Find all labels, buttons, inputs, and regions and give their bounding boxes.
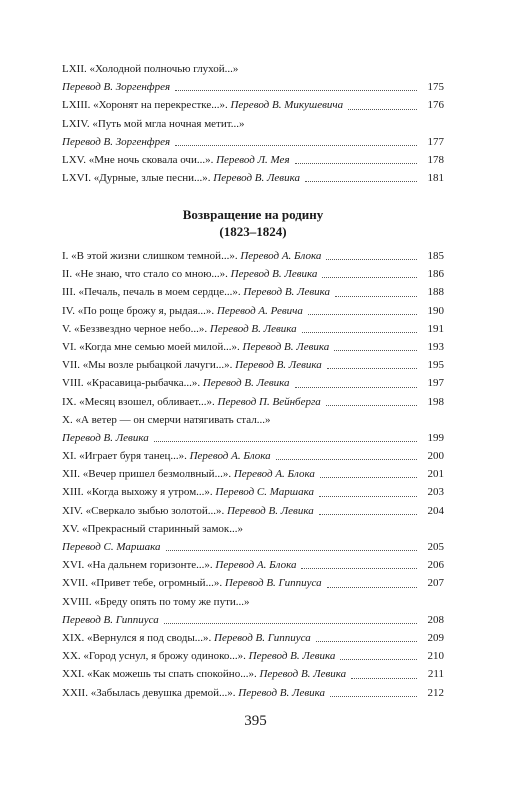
toc-entry-text [62, 393, 321, 411]
toc-line [62, 556, 444, 574]
dot-leader [276, 458, 417, 460]
translator [225, 577, 322, 589]
poem-title: XXII. «Забылась девушка дремой...». [62, 686, 239, 699]
toc-line [62, 611, 444, 629]
page-ref: 211 [427, 668, 444, 681]
translator-name: Перевод В. Левика [248, 650, 336, 663]
toc-entry-text [62, 302, 303, 320]
translator [231, 268, 318, 280]
translator-name: Перевод Л. Мея [216, 153, 290, 166]
page-ref: 177 [427, 135, 444, 148]
dot-leader [175, 144, 417, 146]
toc-line [62, 133, 444, 151]
translator-name: Перевод В. Левика [243, 286, 331, 299]
poem-title: IV. «По роще брожу я, рыдая...». [62, 304, 217, 317]
dot-leader [327, 367, 417, 369]
toc-entry-text [62, 115, 244, 133]
poem-title: II. «Не знаю, что стало со мною...». [62, 268, 231, 281]
translator [62, 81, 170, 93]
toc-line [62, 78, 444, 96]
toc-line [62, 502, 444, 520]
dot-leader [175, 89, 417, 91]
poem-title: XV. «Прекрасный старинный замок...» [62, 522, 243, 535]
toc-line [62, 247, 444, 265]
toc-line [62, 447, 444, 465]
translator [210, 323, 297, 335]
toc-entry-text [62, 684, 325, 702]
toc-entry-text [62, 593, 250, 611]
page-ref: 201 [427, 468, 444, 481]
poem-title: XII. «Вечер пришел безмолвный...». [62, 468, 234, 481]
translator [230, 99, 343, 111]
poem-title: III. «Печаль, печаль в моем сердце...». [62, 286, 244, 299]
toc-entry-text [62, 169, 300, 187]
translator-name: Перевод С. Маршака [62, 541, 161, 553]
toc-entry-text [62, 60, 238, 78]
toc-entry-text [62, 151, 290, 169]
page-ref: 193 [427, 340, 444, 353]
dot-leader [322, 276, 417, 278]
toc-entry-text [62, 429, 149, 447]
toc-entry-text [62, 629, 311, 647]
translator-name: Перевод С. Маршака [215, 486, 314, 499]
translator [190, 450, 271, 462]
toc-entry-text [62, 283, 330, 301]
poem-title: XIX. «Вернулся я под своды...». [62, 631, 215, 644]
translator [243, 341, 330, 353]
page-ref: 200 [427, 450, 444, 463]
poem-title: LXII. «Холодной полночью глухой...» [62, 63, 239, 75]
translator-name: Перевод В. Зоргенфрея [62, 135, 171, 148]
toc-entry-text [62, 265, 317, 283]
translator [259, 668, 346, 680]
toc-entry-text [62, 574, 322, 592]
page-ref: 181 [427, 172, 444, 185]
translator-name: Перевод А. Блока [233, 468, 315, 481]
poem-title: X. «А ветер — он смерчи натягивать стал...» [62, 413, 271, 426]
poem-title: LXIV. «Путь мой мгла ночная метит...» [62, 117, 245, 130]
toc-line [62, 465, 444, 483]
page-ref: 186 [427, 268, 444, 281]
poem-title: VIII. «Красавица-рыбачка...». [62, 377, 203, 390]
page-ref: 203 [427, 486, 444, 499]
page-ref: 185 [427, 250, 444, 262]
toc-line [62, 593, 444, 611]
page-ref: 205 [427, 541, 444, 553]
poem-title: XX. «Город уснул, я брожу одиноко...». [62, 650, 249, 663]
toc-line [62, 629, 444, 647]
dot-leader [316, 640, 417, 642]
poem-title: VII. «Мы возле рыбацкой лачуги...». [62, 359, 236, 372]
toc-block-lxii-lxvi [62, 60, 444, 187]
toc-entry-text [62, 78, 170, 96]
poem-title: V. «Беззвездно черное небо...». [62, 322, 210, 335]
toc-entry-text [62, 338, 329, 356]
page-ref: 204 [427, 504, 444, 517]
poem-title: XIV. «Сверкало зыбью золотой...». [62, 504, 227, 517]
toc-entry-text [62, 447, 271, 465]
toc-line [62, 338, 444, 356]
page-ref: 178 [427, 153, 444, 166]
translator-name: Перевод В. Гиппиуса [62, 613, 159, 626]
translator [234, 468, 315, 480]
translator-name: Перевод В. Левика [242, 340, 330, 353]
toc-line [62, 169, 444, 187]
toc-line [62, 151, 444, 169]
section-title: Возвращение на родину [182, 207, 324, 222]
translator [249, 650, 336, 662]
page-ref: 188 [427, 286, 444, 299]
translator [203, 377, 290, 389]
translator-name: Перевод А. Ревича [216, 304, 303, 317]
poem-title: XVII. «Привет тебе, огромный...». [62, 577, 225, 590]
translator-name: Перевод В. Левика [235, 359, 322, 372]
poem-title: I. «В этой жизни слишком темной...». [62, 250, 241, 262]
poem-title: IX. «Месяц взошел, обливает...». [62, 395, 218, 408]
toc-line [62, 429, 444, 447]
page-ref: 206 [427, 559, 444, 572]
page-ref: 175 [427, 81, 444, 94]
toc-line [62, 265, 444, 283]
toc-entry-text [62, 96, 343, 114]
translator-name: Перевод А. Блока [240, 250, 322, 262]
translator-name: Перевод А. Блока [189, 450, 271, 463]
toc-line [62, 60, 444, 78]
translator [218, 396, 321, 408]
poem-title: LXIII. «Хоронят на перекрестке...». [62, 99, 231, 112]
page-ref: 207 [427, 577, 444, 590]
translator [215, 559, 296, 571]
translator-name: Перевод В. Левика [202, 377, 290, 390]
translator [227, 505, 314, 517]
translator [240, 250, 321, 262]
dot-leader [319, 513, 417, 515]
toc-entry-text [62, 520, 243, 538]
toc-entry-text [62, 556, 296, 574]
poem-title: XIII. «Когда выхожу я утром...». [62, 486, 216, 499]
toc-entry-text [62, 247, 321, 265]
translator [214, 632, 311, 644]
translator-name: Перевод В. Левика [62, 431, 149, 444]
translator-name: Перевод В. Зоргенфрея [62, 81, 171, 94]
page-ref: 190 [427, 304, 444, 317]
page-ref: 176 [427, 99, 444, 112]
translator [235, 359, 322, 371]
dot-leader [301, 567, 417, 569]
translator [62, 614, 159, 626]
toc-line [62, 283, 444, 301]
poem-title: XVI. «На дальнем горизонте...». [62, 559, 216, 572]
translator-name: Перевод В. Левика [259, 668, 347, 681]
toc-entry-text [62, 465, 315, 483]
toc-entry-text [62, 356, 322, 374]
translator-name: Перевод В. Левика [230, 268, 318, 281]
page-ref: 209 [427, 631, 444, 644]
dot-leader [308, 313, 417, 315]
translator [217, 305, 303, 317]
dot-leader [305, 180, 417, 182]
toc-line [62, 115, 444, 133]
poem-title: VI. «Когда мне семью моей милой...». [62, 340, 243, 353]
dot-leader [154, 440, 417, 442]
toc-line [62, 665, 444, 683]
page-ref: 210 [427, 650, 444, 663]
poem-title: LXV. «Мне ночь сковала очи...». [62, 153, 217, 166]
translator-name: Перевод П. Вейнберга [217, 395, 321, 408]
dot-leader [330, 695, 417, 697]
toc-line [62, 96, 444, 114]
translator-name: Перевод В. Левика [209, 322, 297, 335]
dot-leader [326, 258, 417, 260]
dot-leader [295, 162, 417, 164]
page-ref: 212 [427, 686, 444, 699]
toc-entry-text [62, 411, 270, 429]
translator-name: Перевод В. Левика [213, 172, 300, 185]
toc-entry-text [62, 133, 170, 151]
dot-leader [302, 331, 417, 333]
page-ref: 191 [427, 322, 444, 335]
section-years: (1823–1824) [219, 224, 287, 239]
toc-line [62, 374, 444, 392]
poem-title: XI. «Играет буря танец...». [62, 450, 190, 463]
toc-line [62, 483, 444, 501]
translator [238, 687, 325, 699]
toc-line [62, 320, 444, 338]
page-ref: 199 [427, 431, 444, 444]
translator [62, 136, 170, 148]
toc-line [62, 684, 444, 702]
translator [213, 172, 300, 184]
toc-entry-text [62, 647, 335, 665]
dot-leader [327, 586, 417, 588]
page-ref: 198 [427, 395, 444, 408]
dot-leader [351, 677, 417, 679]
dot-leader [348, 108, 417, 110]
toc-line [62, 574, 444, 592]
translator [216, 154, 289, 166]
dot-leader [166, 549, 417, 551]
toc-block-return-home [62, 247, 444, 702]
toc-line [62, 393, 444, 411]
dot-leader [164, 622, 417, 624]
toc-entry-text [62, 611, 159, 629]
page-ref: 197 [427, 377, 444, 390]
toc-entry-text [62, 483, 314, 501]
poem-title: XVIII. «Бреду опять по тому же пути...» [62, 595, 250, 608]
translator [62, 432, 149, 444]
page-number: 395 [244, 713, 267, 729]
poem-title: XXI. «Как можешь ты спать спокойно...». [62, 668, 260, 681]
dot-leader [340, 658, 417, 660]
toc-entry-text [62, 320, 297, 338]
toc-entry-text [62, 374, 290, 392]
translator-name: Перевод В. Левика [238, 686, 325, 699]
toc-line [62, 647, 444, 665]
dot-leader [319, 495, 417, 497]
toc-line [62, 411, 444, 429]
page-ref: 208 [427, 613, 444, 626]
page-ref: 195 [427, 359, 444, 372]
toc-entry-text [62, 502, 314, 520]
dot-leader [320, 476, 417, 478]
toc-line [62, 538, 444, 556]
toc-entry-text [62, 538, 161, 556]
dot-leader [326, 404, 417, 406]
translator [215, 486, 314, 498]
translator-name: Перевод В. Левика [226, 504, 314, 517]
translator-name: Перевод А. Блока [215, 559, 297, 572]
poem-title: LXVI. «Дурные, злые песни...». [62, 172, 214, 185]
toc-line [62, 520, 444, 538]
dot-leader [334, 349, 417, 351]
translator [62, 541, 161, 553]
dot-leader [335, 295, 417, 297]
dot-leader [295, 386, 417, 388]
translator-name: Перевод В. Гиппиуса [214, 631, 311, 644]
translator [243, 286, 330, 298]
section-heading [62, 206, 444, 240]
translator-name: Перевод В. Микушевича [230, 99, 344, 112]
translator-name: Перевод В. Гиппиуса [224, 577, 322, 590]
toc-entry-text [62, 665, 346, 683]
toc-line [62, 356, 444, 374]
toc-line [62, 302, 444, 320]
